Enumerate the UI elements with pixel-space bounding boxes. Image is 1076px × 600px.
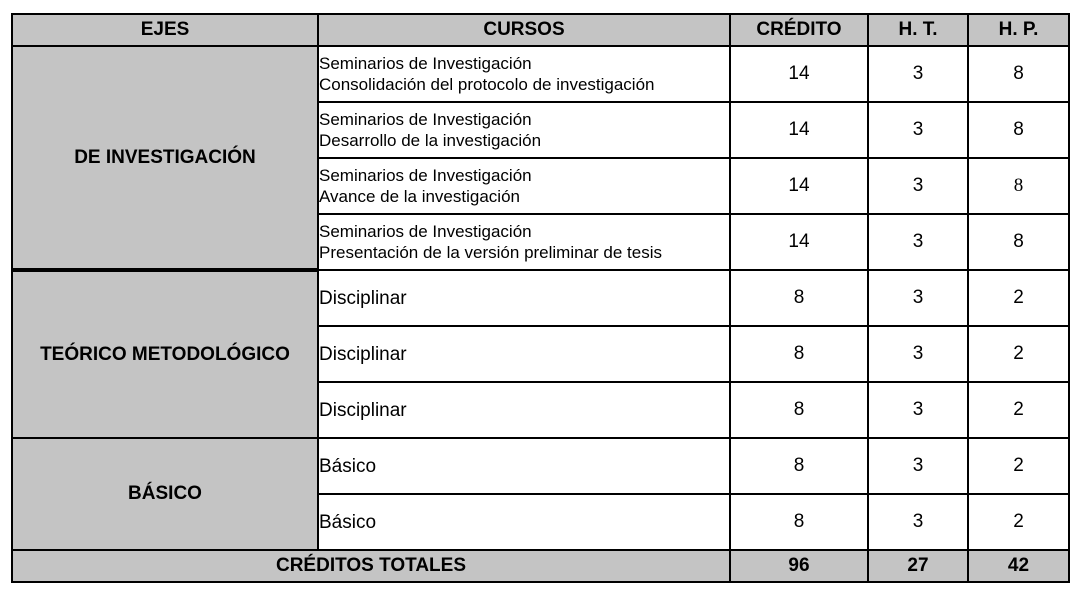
course-line-1: Seminarios de Investigación: [319, 222, 532, 241]
course-cell: Básico: [318, 438, 730, 494]
ht-cell: 3: [868, 326, 968, 382]
course-line-2: Avance de la investigación: [319, 187, 520, 206]
hp-cell: 2: [968, 270, 1069, 326]
course-cell: Disciplinar: [318, 270, 730, 326]
curriculum-table: [11, 13, 1070, 583]
table-row: [12, 270, 1069, 326]
credito-cell: 8: [730, 326, 868, 382]
ht-cell: 3: [868, 438, 968, 494]
course-cell: [318, 158, 730, 214]
table-row: [12, 438, 1069, 494]
header-credito: CRÉDITO: [730, 14, 868, 46]
course-cell: [318, 102, 730, 158]
table-row: [12, 46, 1069, 102]
ht-cell: 3: [868, 382, 968, 438]
credito-cell: 14: [730, 158, 868, 214]
header-row: [12, 14, 1069, 46]
ht-cell: 3: [868, 214, 968, 270]
ht-cell: 3: [868, 158, 968, 214]
course-line-2: Desarrollo de la investigación: [319, 131, 542, 150]
course-line-1: Seminarios de Investigación: [319, 110, 532, 129]
course-cell: [318, 46, 730, 102]
credito-cell: 14: [730, 46, 868, 102]
axis-basico: BÁSICO: [12, 438, 318, 550]
credito-cell: 8: [730, 270, 868, 326]
course-line-1: Seminarios de Investigación: [319, 54, 532, 73]
course-line-2: Presentación de la versión preliminar de tesis: [319, 243, 663, 262]
hp-cell: 8: [968, 102, 1069, 158]
course-line-2: Consolidación del protocolo de investigación: [319, 75, 655, 94]
axis-teorico: TEÓRICO METODOLÓGICO: [12, 270, 318, 438]
header-ejes: EJES: [12, 14, 318, 46]
header-ht: H. T.: [868, 14, 968, 46]
header-hp: H. P.: [968, 14, 1069, 46]
totals-ht: 27: [868, 550, 968, 582]
header-cursos: CURSOS: [318, 14, 730, 46]
axis-investigacion: DE INVESTIGACIÓN: [12, 46, 318, 270]
hp-cell: 8: [968, 214, 1069, 270]
course-line-1: Seminarios de Investigación: [319, 166, 532, 185]
credito-cell: 14: [730, 102, 868, 158]
course-cell: Disciplinar: [318, 326, 730, 382]
credito-cell: 8: [730, 494, 868, 550]
hp-cell: 8: [968, 46, 1069, 102]
credito-cell: 14: [730, 214, 868, 270]
ht-cell: 3: [868, 102, 968, 158]
hp-cell: 2: [968, 382, 1069, 438]
totals-row: [12, 550, 1069, 582]
totals-hp: 42: [968, 550, 1069, 582]
course-cell: Básico: [318, 494, 730, 550]
ht-cell: 3: [868, 270, 968, 326]
credito-cell: 8: [730, 438, 868, 494]
course-cell: Disciplinar: [318, 382, 730, 438]
course-cell: [318, 214, 730, 270]
ht-cell: 3: [868, 46, 968, 102]
ht-cell: 3: [868, 494, 968, 550]
hp-cell: 8: [968, 158, 1069, 214]
totals-credito: 96: [730, 550, 868, 582]
hp-cell: 2: [968, 494, 1069, 550]
hp-cell: 2: [968, 438, 1069, 494]
totals-label: CRÉDITOS TOTALES: [12, 550, 730, 582]
credito-cell: 8: [730, 382, 868, 438]
hp-cell: 2: [968, 326, 1069, 382]
